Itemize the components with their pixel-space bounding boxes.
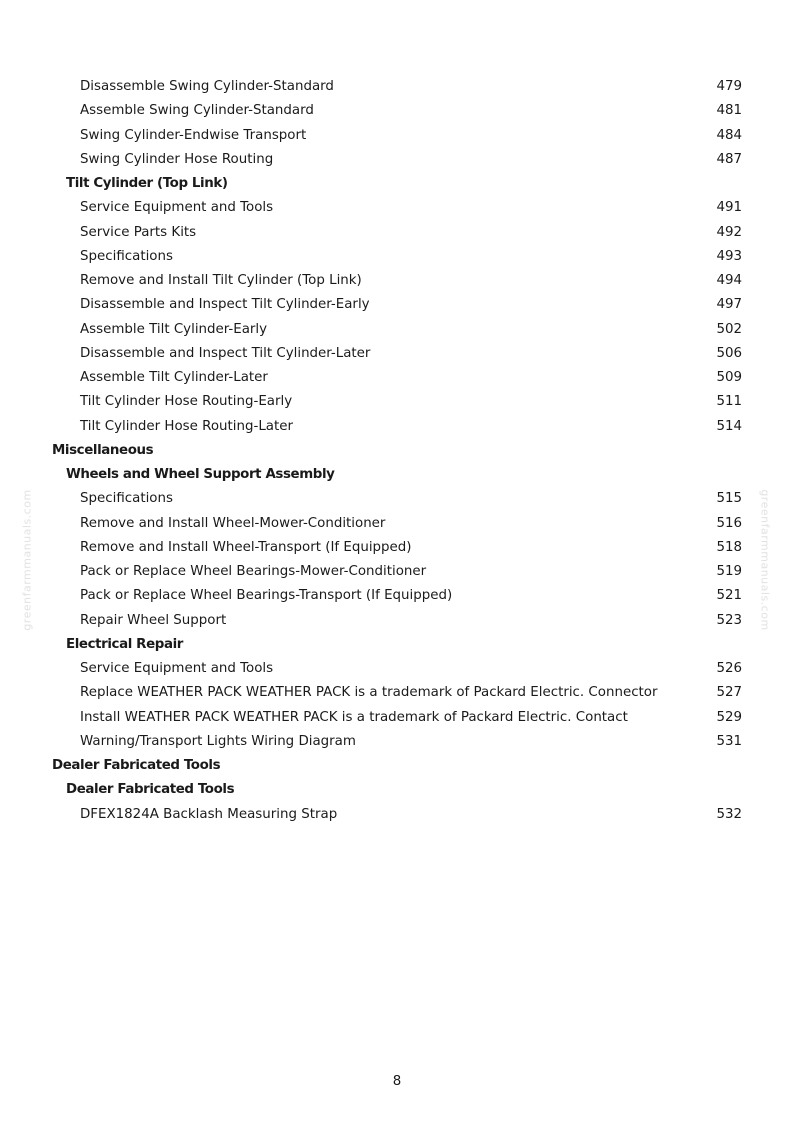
toc-entry[interactable] xyxy=(0,513,794,537)
toc-entry[interactable] xyxy=(0,343,794,367)
toc-entry-title: Warning/Transport Lights Wiring Diagram xyxy=(80,733,356,749)
table-of-contents xyxy=(0,76,794,828)
toc-entry-page: 529 xyxy=(716,709,742,725)
toc-entry-title: Assemble Tilt Cylinder-Early xyxy=(80,321,268,337)
toc-entry[interactable] xyxy=(0,561,794,585)
toc-entry[interactable] xyxy=(0,270,794,294)
toc-entry-page: 531 xyxy=(716,733,742,749)
toc-entry-page: 519 xyxy=(716,564,742,579)
toc-entry[interactable] xyxy=(0,367,794,391)
toc-entry-page: 497 xyxy=(716,297,742,313)
toc-entry-title: Replace WEATHER PACK WEATHER PACK is a trademark of Packard Electric. Connector xyxy=(80,685,658,701)
toc-entry[interactable] xyxy=(0,149,794,173)
toc-entry[interactable] xyxy=(0,416,794,440)
toc-entry-title: Service Equipment and Tools xyxy=(80,661,274,676)
toc-entry-title: Wheels and Wheel Support Assembly xyxy=(66,467,335,482)
toc-entry-page: 527 xyxy=(716,685,742,701)
toc-entry[interactable] xyxy=(0,610,794,634)
toc-entry-title: Electrical Repair xyxy=(66,636,183,652)
toc-entry-title: Tilt Cylinder Hose Routing-Later xyxy=(80,418,293,434)
toc-entry-title: Specifications xyxy=(80,248,173,264)
watermark-left: greenfarmmanuals.com xyxy=(20,489,34,631)
toc-entry-page: 484 xyxy=(716,127,742,143)
toc-entry[interactable] xyxy=(0,294,794,318)
toc-entry-page: 523 xyxy=(716,612,742,628)
toc-entry[interactable] xyxy=(0,585,794,609)
toc-entry-page: 491 xyxy=(716,200,742,216)
toc-entry-title: Service Equipment and Tools xyxy=(80,200,274,216)
toc-entry-title: Disassemble and Inspect Tilt Cylinder-Later xyxy=(80,345,371,361)
toc-entry-page: 479 xyxy=(716,79,742,94)
toc-entry-page: 516 xyxy=(716,515,742,531)
toc-entry[interactable] xyxy=(0,319,794,343)
toc-entry-title: DFEX1824A Backlash Measuring Strap xyxy=(80,806,338,822)
toc-entry-page: 494 xyxy=(716,273,742,288)
toc-entry[interactable] xyxy=(0,197,794,221)
toc-entry-page: 518 xyxy=(716,539,742,555)
toc-entry-title: Remove and Install Wheel-Mower-Conditioner xyxy=(80,515,386,531)
toc-entry-title: Install WEATHER PACK WEATHER PACK is a trademark of Packard Electric. Contact xyxy=(80,709,628,725)
toc-entry-page: 493 xyxy=(716,248,742,264)
toc-entry-page: 532 xyxy=(716,806,742,822)
toc-entry-title: Tilt Cylinder (Top Link) xyxy=(66,176,228,191)
toc-entry[interactable] xyxy=(0,100,794,124)
toc-entry[interactable] xyxy=(0,246,794,270)
toc-entry-title: Remove and Install Wheel-Transport (If Equipped) xyxy=(80,539,412,555)
toc-entry-title: Disassemble and Inspect Tilt Cylinder-Early xyxy=(80,297,370,313)
toc-entry-page: 502 xyxy=(716,321,742,337)
toc-entry[interactable] xyxy=(0,222,794,246)
toc-entry-title: Swing Cylinder Hose Routing xyxy=(80,151,274,167)
toc-entry-title: Disassemble Swing Cylinder-Standard xyxy=(80,79,334,94)
toc-entry[interactable] xyxy=(0,488,794,512)
toc-subsection-heading xyxy=(0,634,794,658)
toc-entry-title: Repair Wheel Support xyxy=(80,612,227,628)
watermark-right: greenfarmmanuals.com xyxy=(758,489,772,631)
page-number: 8 xyxy=(392,1074,402,1089)
toc-entry-title: Pack or Replace Wheel Bearings-Mower-Conditioner xyxy=(80,564,427,579)
toc-subsection-heading xyxy=(0,779,794,803)
toc-entry-page: 492 xyxy=(716,224,742,240)
toc-entry-title: Dealer Fabricated Tools xyxy=(52,758,221,773)
toc-entry-title: Assemble Swing Cylinder-Standard xyxy=(80,103,314,119)
toc-entry[interactable] xyxy=(0,804,794,828)
toc-section-heading xyxy=(0,440,794,464)
toc-entry-page: 511 xyxy=(716,394,742,410)
toc-entry-page: 506 xyxy=(716,345,742,361)
toc-entry-title: Service Parts Kits xyxy=(80,224,197,240)
toc-entry-title: Pack or Replace Wheel Bearings-Transport (If Equipped) xyxy=(80,588,453,604)
toc-entry-page: 481 xyxy=(716,103,742,119)
toc-entry-title: Tilt Cylinder Hose Routing-Early xyxy=(80,394,293,410)
toc-entry[interactable] xyxy=(0,125,794,149)
toc-entry[interactable] xyxy=(0,76,794,100)
toc-entry-page: 514 xyxy=(716,418,742,434)
toc-subsection-heading xyxy=(0,173,794,197)
toc-entry[interactable] xyxy=(0,537,794,561)
toc-subsection-heading xyxy=(0,464,794,488)
toc-entry-title: Specifications xyxy=(80,491,173,507)
toc-entry-title: Miscellaneous xyxy=(52,442,154,458)
toc-entry-page: 509 xyxy=(716,370,742,385)
toc-entry-title: Swing Cylinder-Endwise Transport xyxy=(80,127,307,143)
toc-entry[interactable] xyxy=(0,682,794,706)
toc-entry[interactable] xyxy=(0,658,794,682)
toc-entry-page: 521 xyxy=(716,588,742,604)
toc-entry[interactable] xyxy=(0,707,794,731)
toc-entry-title: Assemble Tilt Cylinder-Later xyxy=(80,370,268,385)
toc-entry-page: 526 xyxy=(716,661,742,676)
toc-entry-page: 487 xyxy=(716,151,742,167)
toc-entry[interactable] xyxy=(0,731,794,755)
toc-entry-page: 515 xyxy=(716,491,742,507)
toc-entry-title: Dealer Fabricated Tools xyxy=(66,782,235,798)
toc-entry-title: Remove and Install Tilt Cylinder (Top Link) xyxy=(80,273,362,288)
toc-section-heading xyxy=(0,755,794,779)
toc-entry[interactable] xyxy=(0,391,794,415)
